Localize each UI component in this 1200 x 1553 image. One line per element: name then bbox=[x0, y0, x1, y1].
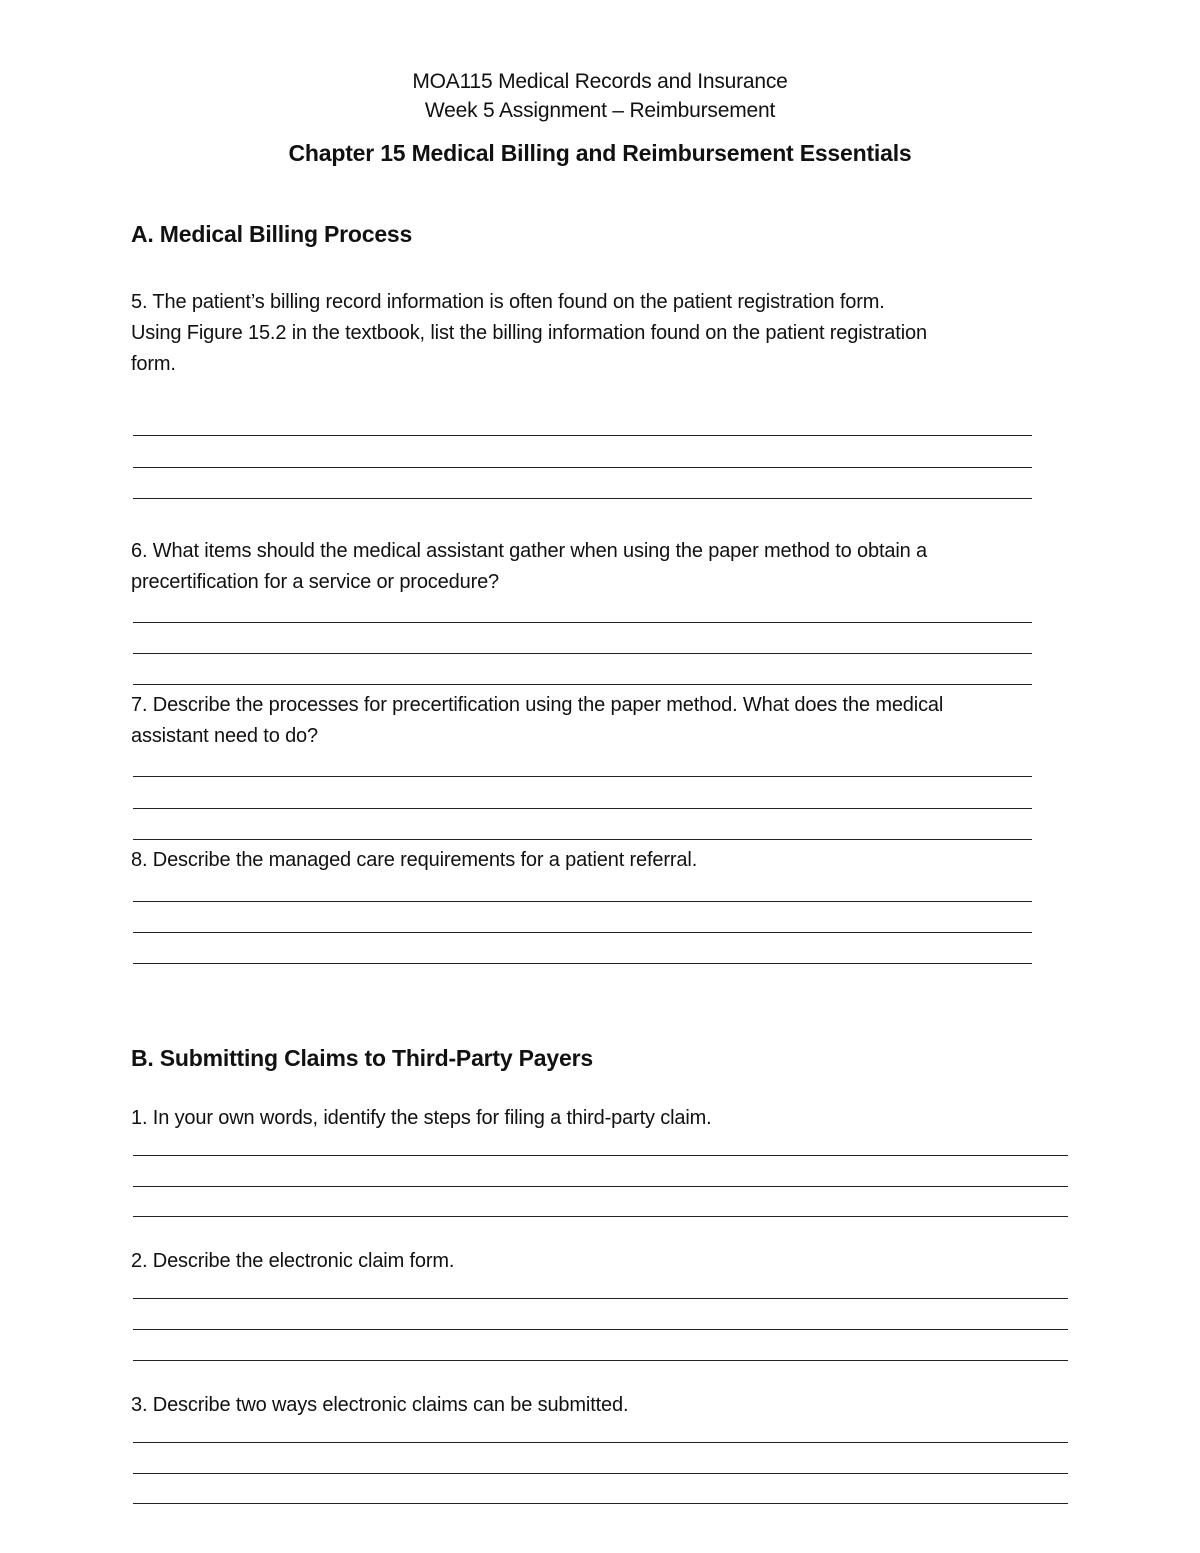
question-b1-text: 1. In your own words, identify the steps for filing a third-party claim. bbox=[131, 1107, 712, 1129]
answer-line[interactable] bbox=[133, 467, 1032, 468]
answer-line[interactable] bbox=[133, 1186, 1068, 1187]
question-b3-text: 3. Describe two ways electronic claims can be submitted. bbox=[131, 1394, 629, 1416]
answer-line[interactable] bbox=[133, 1503, 1068, 1504]
question-6-text: precertification for a service or procedure? bbox=[131, 571, 500, 593]
question-5-text: form. bbox=[131, 353, 176, 375]
answer-line[interactable] bbox=[133, 901, 1032, 902]
answer-line[interactable] bbox=[133, 1442, 1068, 1443]
question-5-text: 5. The patient’s billing record information is often found on the patient registration form. bbox=[131, 291, 885, 313]
answer-line[interactable] bbox=[133, 1473, 1068, 1474]
answer-line[interactable] bbox=[133, 1155, 1068, 1156]
section-a-heading: A. Medical Billing Process bbox=[131, 221, 413, 247]
question-6-text: 6. What items should the medical assistant gather when using the paper method to obtain a bbox=[131, 540, 928, 562]
answer-line[interactable] bbox=[133, 653, 1032, 654]
chapter-title: Chapter 15 Medical Billing and Reimbursement Essentials bbox=[288, 140, 912, 166]
answer-line[interactable] bbox=[133, 435, 1032, 436]
answer-line[interactable] bbox=[133, 776, 1032, 777]
answer-line[interactable] bbox=[133, 808, 1032, 809]
assignment-title: Week 5 Assignment – Reimbursement bbox=[424, 99, 776, 122]
answer-line[interactable] bbox=[133, 1216, 1068, 1217]
question-b2-text: 2. Describe the electronic claim form. bbox=[131, 1250, 455, 1272]
answer-line[interactable] bbox=[133, 498, 1032, 499]
question-8-text: 8. Describe the managed care requirements for a patient referral. bbox=[131, 849, 698, 871]
answer-line[interactable] bbox=[133, 1329, 1068, 1330]
answer-line[interactable] bbox=[133, 1298, 1068, 1299]
answer-line[interactable] bbox=[133, 684, 1032, 685]
question-5-text: Using Figure 15.2 in the textbook, list the billing information found on the patient registration bbox=[131, 322, 927, 344]
answer-line[interactable] bbox=[133, 963, 1032, 964]
answer-line[interactable] bbox=[133, 839, 1032, 840]
answer-line[interactable] bbox=[133, 1360, 1068, 1361]
question-7-text: assistant need to do? bbox=[131, 725, 318, 747]
answer-line[interactable] bbox=[133, 932, 1032, 933]
answer-line[interactable] bbox=[133, 622, 1032, 623]
course-title: MOA115 Medical Records and Insurance bbox=[412, 70, 788, 93]
question-7-text: 7. Describe the processes for precertification using the paper method. What does the medical bbox=[131, 694, 944, 716]
section-b-heading: B. Submitting Claims to Third-Party Payers bbox=[131, 1045, 593, 1071]
